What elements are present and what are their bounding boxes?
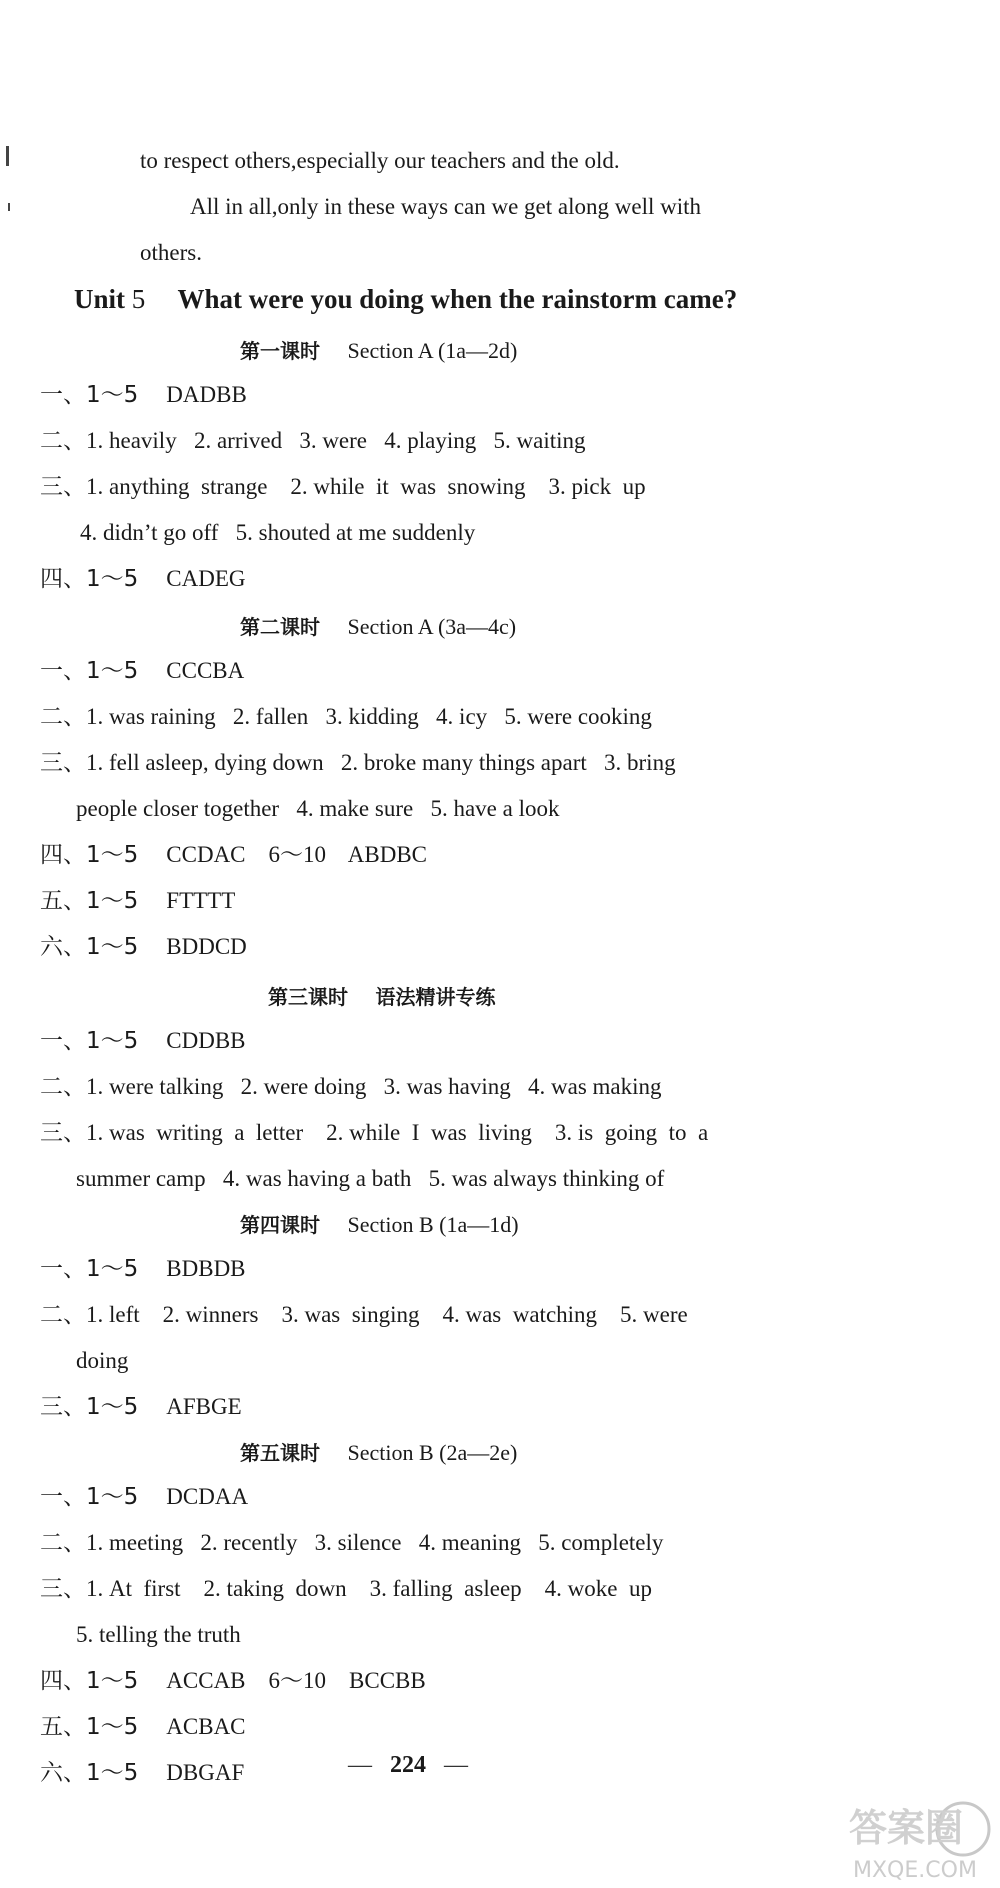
answer-row: 五、1～5 FTTTT: [40, 888, 236, 914]
answer-row: 一、1～5 BDBDB: [40, 1256, 246, 1282]
answer-row-continued: 5. telling the truth: [76, 1622, 241, 1647]
answer-row: 二、1. heavily 2. arrived 3. were 4. playing 5. waiting: [40, 428, 586, 454]
unit-heading: [74, 284, 737, 315]
watermark-logo: [845, 1795, 995, 1883]
answer-row: 三、1. was writing a letter 2. while I was living 3. is going to a: [40, 1120, 709, 1146]
lesson-heading-topic: 语法精讲专练: [375, 985, 496, 1009]
answer-row: 六、1～5 DBGAF: [40, 1760, 245, 1786]
lesson-heading: [240, 1438, 517, 1468]
watermark-bottom-text: MXQE.COM: [853, 1858, 977, 1883]
lesson-heading-cn: 第四课时: [240, 1213, 320, 1237]
lesson-heading-cn: 第二课时: [240, 615, 320, 639]
page-number: — 224 —: [348, 1752, 468, 1778]
answer-row: 六、1～5 BDDCD: [40, 934, 247, 960]
lesson-heading: [240, 336, 517, 366]
scan-mark: [6, 146, 9, 166]
answer-row: 一、1～5 DCDAA: [40, 1484, 249, 1510]
lesson-heading-en: Section B (2a—2e): [347, 1440, 518, 1465]
watermark-top-text: 答案圈: [849, 1806, 964, 1850]
unit-title: What were you doing when the rainstorm came?: [177, 284, 738, 314]
unit-number: 5: [131, 284, 146, 314]
answer-row: 一、1～5 CDDBB: [40, 1028, 246, 1054]
scan-mark: [8, 203, 10, 211]
answer-row-continued: people closer together 4. make sure 5. have a look: [76, 796, 560, 821]
lesson-heading-en: Section A (1a—2d): [347, 338, 518, 363]
answer-row-continued: summer camp 4. was having a bath 5. was always thinking of: [76, 1166, 665, 1191]
answer-row-continued: 4. didn’t go off 5. shouted at me suddenly: [80, 520, 476, 545]
answer-row: 二、1. left 2. winners 3. was singing 4. was watching 5. were: [40, 1302, 688, 1328]
answer-row: 五、1～5 ACBAC: [40, 1714, 246, 1740]
unit-label: Unit: [74, 284, 126, 314]
intro-line-1: to respect others,especially our teachers and the old.: [140, 148, 620, 173]
answer-row: 一、1～5 DADBB: [40, 382, 247, 408]
answer-row: 三、1～5 AFBGE: [40, 1394, 242, 1420]
intro-line-3: others.: [140, 240, 202, 265]
answer-row: 四、1～5 ACCAB 6～10 BCCBB: [40, 1668, 426, 1694]
lesson-heading-cn: 第一课时: [240, 339, 320, 363]
answer-row: 四、1～5 CADEG: [40, 566, 246, 592]
answer-row-continued: doing: [76, 1348, 129, 1373]
answer-row: 二、1. were talking 2. were doing 3. was having 4. was making: [40, 1074, 662, 1100]
answer-row: 二、1. was raining 2. fallen 3. kidding 4. icy 5. were cooking: [40, 704, 652, 730]
lesson-heading: [240, 612, 516, 642]
answer-row: 三、1. At first 2. taking down 3. falling asleep 4. woke up: [40, 1576, 652, 1602]
lesson-heading-cn: 第三课时: [268, 985, 348, 1009]
lesson-heading: [268, 982, 496, 1012]
intro-line-2: All in all,only in these ways can we get along well with: [190, 194, 701, 219]
answer-row: 一、1～5 CCCBA: [40, 658, 245, 684]
answer-row: 三、1. anything strange 2. while it was snowing 3. pick up: [40, 474, 646, 500]
lesson-heading-en: Section A (3a—4c): [347, 614, 517, 639]
answer-row: 二、1. meeting 2. recently 3. silence 4. meaning 5. completely: [40, 1530, 664, 1556]
answer-row: 四、1～5 CCDAC 6～10 ABDBC: [40, 842, 427, 868]
lesson-heading-cn: 第五课时: [240, 1441, 320, 1465]
lesson-heading-en: Section B (1a—1d): [347, 1212, 519, 1237]
answer-row: 三、1. fell asleep, dying down 2. broke many things apart 3. bring: [40, 750, 676, 776]
lesson-heading: [240, 1210, 519, 1240]
